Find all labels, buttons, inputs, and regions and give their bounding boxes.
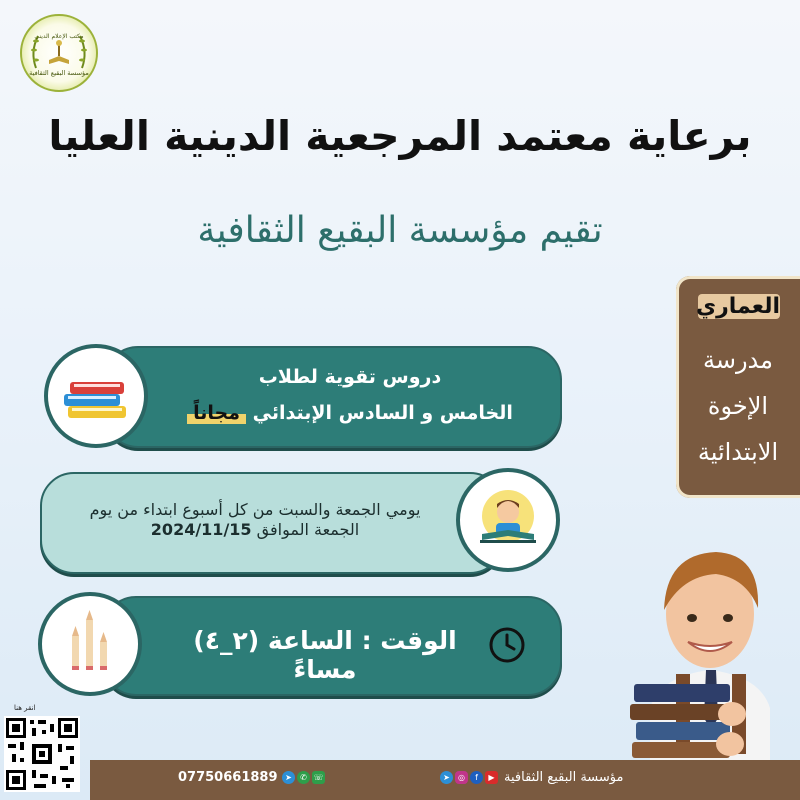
phone-number[interactable]: 07750661889 bbox=[178, 770, 278, 785]
page-title: برعاية معتمد المرجعية الدينية العليا bbox=[48, 112, 752, 160]
card2-text bbox=[60, 500, 450, 540]
free-badge: مجاناً bbox=[187, 402, 246, 424]
instagram-icon[interactable]: ◎ bbox=[455, 771, 468, 784]
whatsapp-icon[interactable]: ✆ bbox=[297, 771, 310, 784]
reading-circle bbox=[456, 468, 560, 572]
card1-line1: دروس تقوية لطلاب bbox=[258, 366, 442, 388]
card2-line1: يومي الجمعة والسبت من كل أسبوع ابتداء من يوم bbox=[89, 500, 421, 519]
card1-line2 bbox=[150, 402, 550, 424]
qr-label: انقر هنا bbox=[14, 704, 36, 712]
card1-line2-text: الخامس و السادس الإبتدائي bbox=[252, 402, 513, 424]
books-circle bbox=[44, 344, 148, 448]
telegram-icon[interactable]: ➤ bbox=[282, 771, 295, 784]
school-line-3: الإخوة bbox=[707, 392, 769, 420]
school-line-1: العماري bbox=[695, 294, 780, 319]
footer-org-name: مؤسسة البقيع الثقافية bbox=[504, 770, 624, 785]
phone-icon[interactable]: ☏ bbox=[313, 773, 324, 782]
books-icon bbox=[48, 348, 144, 444]
school-box bbox=[676, 276, 800, 498]
logo-bottom-text: مؤسسة البقيع الثقافية bbox=[29, 69, 89, 77]
card2-date: 2024/11/15 bbox=[150, 520, 252, 539]
youtube-icon[interactable]: ▶ bbox=[485, 771, 498, 784]
card2-line2-wrap bbox=[60, 520, 450, 540]
logo bbox=[20, 14, 98, 92]
page-subtitle: تقيم مؤسسة البقيع الثقافية bbox=[197, 210, 603, 251]
qr-code[interactable] bbox=[4, 716, 80, 792]
school-line-4: الابتدائية bbox=[697, 438, 779, 466]
time-text: الوقت : الساعة (٢_٤) مساءً bbox=[193, 626, 457, 684]
pencils-icon bbox=[42, 596, 138, 692]
reading-student-icon bbox=[460, 472, 556, 568]
clock-icon bbox=[488, 626, 526, 664]
facebook-icon[interactable]: f bbox=[470, 771, 483, 784]
pencils-circle bbox=[38, 592, 142, 696]
laurel-icon bbox=[22, 16, 96, 90]
card2-line2: الجمعة الموافق bbox=[256, 520, 360, 539]
telegram-icon-2[interactable]: ➤ bbox=[440, 771, 453, 784]
logo-top-text: مكتب الإعلام الديني bbox=[34, 33, 84, 40]
card-lessons bbox=[104, 346, 562, 448]
school-line-2: مدرسة bbox=[702, 346, 774, 374]
